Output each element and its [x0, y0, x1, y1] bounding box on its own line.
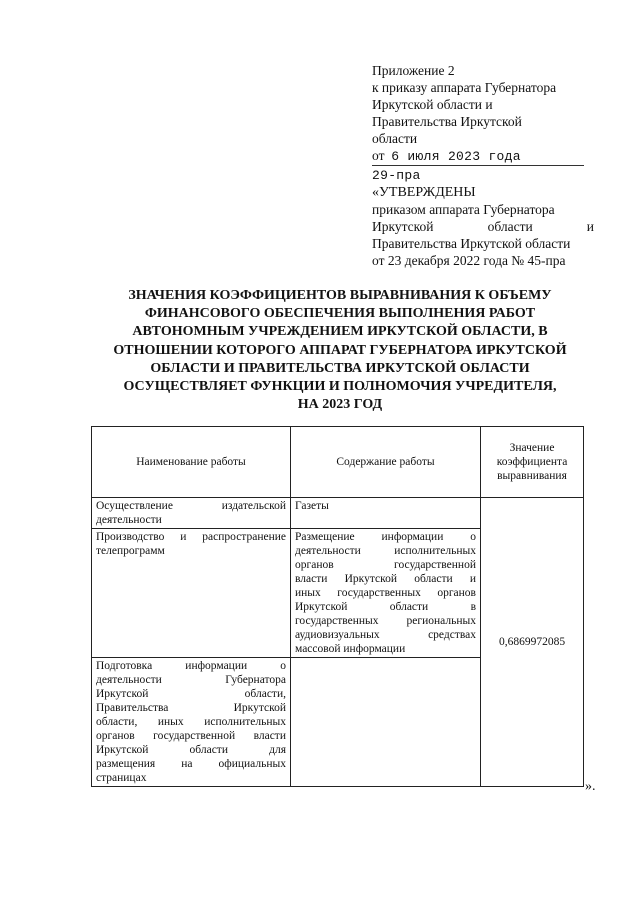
coefficient-cell: 0,6869972085	[481, 498, 584, 787]
approved-line-justified	[372, 218, 594, 235]
cell-line: Производство и распространение	[96, 531, 286, 543]
title-line: НА 2023 ГОД	[297, 397, 383, 413]
work-name-cell	[92, 658, 291, 787]
header-work-content: Содержание работы	[291, 427, 481, 498]
header-coefficient	[481, 427, 584, 498]
cell-line: деятельности	[96, 514, 162, 526]
attachment-line: Правительства Иркутской	[372, 114, 522, 129]
approved-header: «УТВЕРЖДЕНЫ	[372, 185, 476, 200]
cell-line: Иркутской области в	[295, 601, 476, 613]
title-line: ФИНАНСОВОГО ОБЕСПЕЧЕНИЯ ВЫПОЛНЕНИЯ РАБОТ	[144, 306, 536, 322]
table-row	[92, 498, 584, 529]
order-number: 29-пра	[372, 168, 421, 183]
attachment-block	[372, 62, 592, 184]
title-line: ОТНОШЕНИИ КОТОРОГО АППАРАТ ГУБЕРНАТОРА ИРКУТСКОЙ	[113, 342, 567, 358]
table-header-row	[92, 427, 584, 498]
approved-line: от 23 декабря 2022 года № 45-пра	[372, 253, 566, 268]
cell-line: деятельности исполнительных	[295, 545, 476, 557]
approved-block	[372, 184, 594, 269]
cell-line: органов государственной	[295, 559, 476, 571]
cell-line: Правительства Иркутской	[96, 702, 286, 714]
cell-line: власти Иркутской области и	[295, 573, 476, 585]
approved-word: области	[487, 219, 533, 234]
cell-line: размещения на официальных	[96, 758, 286, 770]
cell-line: Размещение информации о	[295, 531, 476, 543]
cell-line: страницах	[96, 772, 147, 784]
order-date: 6 июля 2023 года	[391, 149, 521, 164]
work-content-cell	[291, 658, 481, 787]
cell-line: Иркутской области,	[96, 688, 286, 700]
header-coefficient-line: Значение	[509, 442, 555, 454]
coefficients-table	[91, 426, 584, 787]
attachment-line: Приложение 2	[372, 63, 455, 78]
cell-line: государственных региональных	[295, 615, 476, 627]
work-name-cell	[92, 498, 291, 529]
header-coefficient-line: выравнивания	[497, 470, 567, 482]
cell-line: области, иных исполнительных	[96, 716, 286, 728]
cell-line: аудиовизуальных средствах	[295, 629, 476, 641]
title-line: ЗНАЧЕНИЯ КОЭФФИЦИЕНТОВ ВЫРАВНИВАНИЯ К ОБЪЕМУ	[128, 288, 552, 303]
cell-line: органов государственной власти	[96, 730, 286, 742]
attachment-line: Иркутской области и	[372, 97, 493, 112]
cell-line: Подготовка информации о	[96, 660, 286, 672]
cell-line: массовой информации	[295, 643, 406, 655]
cell-line: деятельности Губернатора	[96, 674, 286, 686]
approved-line: Правительства Иркутской области	[372, 236, 571, 251]
cell-line: иных государственных органов	[295, 587, 476, 599]
header-work-name: Наименование работы	[92, 427, 291, 498]
cell-line: Иркутской области для	[96, 744, 286, 756]
closing-quote: ».	[585, 779, 596, 794]
attachment-line: области	[372, 131, 418, 146]
order-date-line	[372, 147, 584, 166]
work-content-cell: Газеты	[291, 498, 481, 529]
approved-word: Иркутской	[372, 219, 434, 234]
approved-line: приказом аппарата Губернатора	[372, 202, 555, 217]
cell-line: телепрограмм	[96, 545, 165, 557]
title-line: АВТОНОМНЫМ УЧРЕЖДЕНИЕМ ИРКУТСКОЙ ОБЛАСТИ, В	[132, 324, 548, 340]
document-title	[80, 287, 600, 414]
date-prefix: от	[372, 148, 385, 163]
cell-line: Осуществление издательской	[96, 500, 286, 512]
header-coefficient-line: коэффициента	[496, 456, 568, 468]
work-content-cell	[291, 529, 481, 658]
title-line: ОБЛАСТИ И ПРАВИТЕЛЬСТВА ИРКУТСКОЙ ОБЛАСТИ	[150, 360, 530, 376]
work-name-cell	[92, 529, 291, 658]
title-line: ОСУЩЕСТВЛЯЕТ ФУНКЦИИ И ПОЛНОМОЧИЯ УЧРЕДИТЕЛЯ,	[123, 379, 557, 395]
attachment-line: к приказу аппарата Губернатора	[372, 80, 557, 95]
approved-word: и	[586, 219, 594, 234]
